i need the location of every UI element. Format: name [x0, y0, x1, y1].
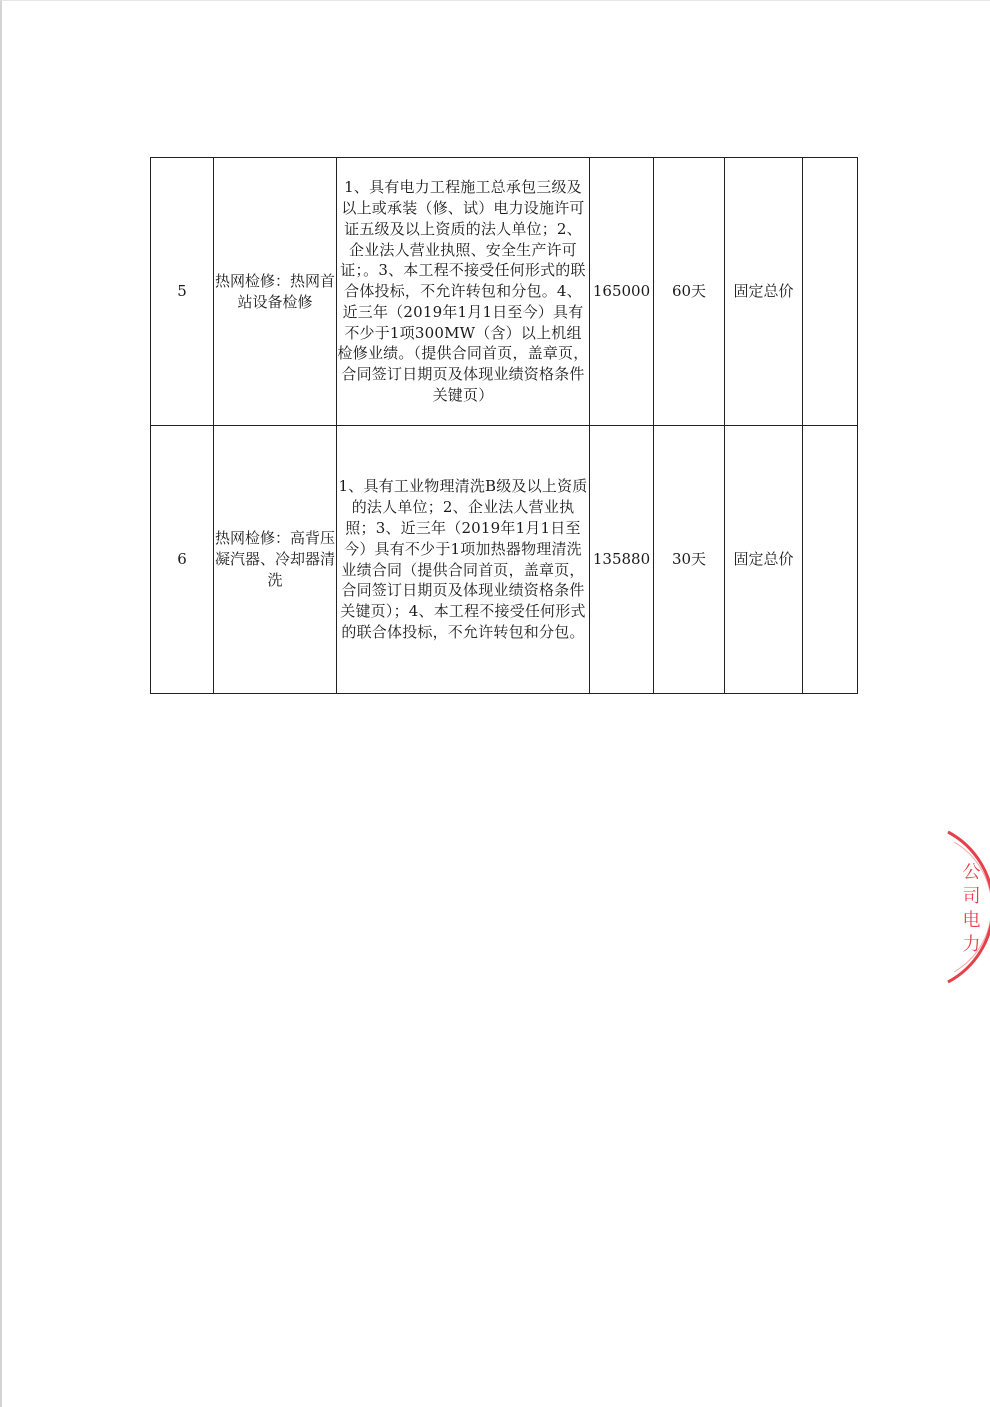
price-type: 固定总价 — [725, 426, 803, 694]
qualification-requirements: 1、具有电力工程施工总承包三级及以上或承装（修、试）电力设施许可证五级及以上资质的法人单位；2、企业法人营业执照、安全生产许可证；。3、本工程不接受任何形式的联合体投标，不允许转包和分包。4、近三年（2019年1月1日至今）具有不少于1项300MW（含）以上机组检修业绩。（提供合同首页，盖章页，合同签订日期页及体现业绩资格条件关键页） — [337, 158, 590, 426]
table-row — [151, 426, 858, 694]
company-seal-stamp — [930, 822, 990, 992]
tender-table — [150, 157, 858, 694]
table-row — [151, 158, 858, 426]
svg-text:公司电力: 公司电力 — [959, 862, 981, 958]
price-type: 固定总价 — [725, 158, 803, 426]
remark-cell — [803, 158, 858, 426]
project-name: 热网检修：高背压凝汽器、冷却器清洗 — [214, 426, 337, 694]
budget-amount: 135880 — [590, 426, 654, 694]
construction-period: 60天 — [654, 158, 725, 426]
construction-period: 30天 — [654, 426, 725, 694]
row-number: 6 — [151, 426, 214, 694]
qualification-requirements: 1、具有工业物理清洗B级及以上资质的法人单位；2、企业法人营业执照；3、近三年（2019年1月1日至今）具有不少于1项加热器物理清洗业绩合同（提供合同首页，盖章页，合同签订日期页及体现业绩资格条件关键页）；4、本工程不接受任何形式的联合体投标，不允许转包和分包。 — [337, 426, 590, 694]
row-number: 5 — [151, 158, 214, 426]
remark-cell — [803, 426, 858, 694]
project-name: 热网检修：热网首站设备检修 — [214, 158, 337, 426]
budget-amount: 165000 — [590, 158, 654, 426]
